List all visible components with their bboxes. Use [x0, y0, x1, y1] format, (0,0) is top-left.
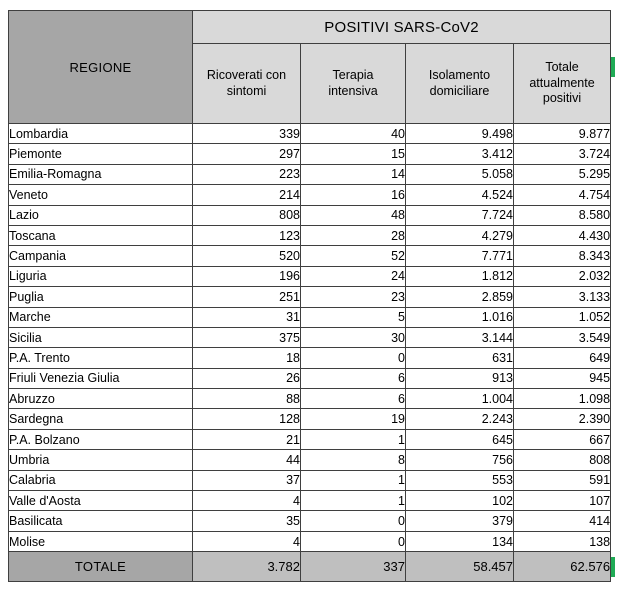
table-row — [9, 450, 615, 470]
row-right-spacer — [611, 185, 615, 205]
table-row — [9, 429, 615, 449]
cell-isolamento: 2.243 — [406, 409, 514, 429]
cell-totale: 1.098 — [514, 389, 611, 409]
cell-ricoverati: 21 — [193, 429, 301, 449]
cell-isolamento: 5.058 — [406, 164, 514, 184]
cell-region-name: Valle d'Aosta — [9, 491, 193, 511]
cell-region-name: P.A. Trento — [9, 348, 193, 368]
header-line-2: intensiva — [328, 83, 378, 98]
cell-terapia: 1 — [301, 491, 406, 511]
cell-isolamento: 645 — [406, 429, 514, 449]
row-right-spacer — [611, 266, 615, 286]
cell-region-name: Campania — [9, 246, 193, 266]
cell-isolamento: 9.498 — [406, 124, 514, 144]
table-row — [9, 368, 615, 388]
table-header — [9, 11, 615, 124]
green-accent-total — [611, 552, 615, 582]
row-right-spacer — [611, 368, 615, 388]
table-footer — [9, 552, 615, 582]
cell-region-name: Lazio — [9, 205, 193, 225]
cell-region-name: Friuli Venezia Giulia — [9, 368, 193, 388]
cell-totale: 3.549 — [514, 327, 611, 347]
cell-terapia: 19 — [301, 409, 406, 429]
cell-totale: 107 — [514, 491, 611, 511]
cell-region-name: Marche — [9, 307, 193, 327]
row-right-spacer — [611, 348, 615, 368]
cell-region-name: Basilicata — [9, 511, 193, 531]
cell-totale: 8.580 — [514, 205, 611, 225]
total-label: TOTALE — [9, 552, 193, 582]
cell-totale: 9.877 — [514, 124, 611, 144]
cell-region-name: Lombardia — [9, 124, 193, 144]
table-row — [9, 144, 615, 164]
header-line-1: Isolamento — [428, 67, 491, 82]
table-row — [9, 348, 615, 368]
cell-totale: 591 — [514, 470, 611, 490]
cell-ricoverati: 128 — [193, 409, 301, 429]
cell-ricoverati: 297 — [193, 144, 301, 164]
cell-terapia: 52 — [301, 246, 406, 266]
column-header-terapia-intensiva — [301, 44, 406, 124]
cell-isolamento: 379 — [406, 511, 514, 531]
column-header-ricoverati-con-sintomi — [193, 44, 301, 124]
cell-isolamento: 756 — [406, 450, 514, 470]
cell-region-name: Toscana — [9, 225, 193, 245]
row-right-spacer — [611, 246, 615, 266]
row-right-spacer — [611, 225, 615, 245]
table-row — [9, 307, 615, 327]
cell-ricoverati: 251 — [193, 287, 301, 307]
cell-region-name: P.A. Bolzano — [9, 429, 193, 449]
table-row — [9, 225, 615, 245]
column-header-totale-attualmente-positivi — [514, 44, 611, 124]
cell-ricoverati: 4 — [193, 491, 301, 511]
header-row-title — [9, 11, 615, 44]
cell-isolamento: 4.524 — [406, 185, 514, 205]
table-row — [9, 205, 615, 225]
cell-region-name: Sicilia — [9, 327, 193, 347]
row-right-spacer — [611, 511, 615, 531]
table-row — [9, 531, 615, 551]
total-isolamento: 58.457 — [406, 552, 514, 582]
total-totale: 62.576 — [514, 552, 611, 582]
cell-totale: 667 — [514, 429, 611, 449]
cell-totale: 4.754 — [514, 185, 611, 205]
header-line-2: sintomi — [226, 83, 267, 98]
table-row — [9, 246, 615, 266]
total-ricoverati: 3.782 — [193, 552, 301, 582]
cell-terapia: 8 — [301, 450, 406, 470]
table-row — [9, 470, 615, 490]
cell-totale: 3.133 — [514, 287, 611, 307]
cell-terapia: 14 — [301, 164, 406, 184]
cell-terapia: 16 — [301, 185, 406, 205]
cell-terapia: 1 — [301, 429, 406, 449]
cell-ricoverati: 4 — [193, 531, 301, 551]
table-row — [9, 409, 615, 429]
cell-isolamento: 1.004 — [406, 389, 514, 409]
cell-totale: 945 — [514, 368, 611, 388]
cell-isolamento: 4.279 — [406, 225, 514, 245]
row-right-spacer — [611, 531, 615, 551]
cell-totale: 5.295 — [514, 164, 611, 184]
cell-totale: 649 — [514, 348, 611, 368]
cell-terapia: 1 — [301, 470, 406, 490]
column-header-isolamento-domiciliare — [406, 44, 514, 124]
cell-ricoverati: 123 — [193, 225, 301, 245]
cell-isolamento: 1.812 — [406, 266, 514, 286]
cell-terapia: 24 — [301, 266, 406, 286]
cell-terapia: 48 — [301, 205, 406, 225]
cell-totale: 8.343 — [514, 246, 611, 266]
cell-ricoverati: 31 — [193, 307, 301, 327]
cell-ricoverati: 35 — [193, 511, 301, 531]
cell-totale: 414 — [514, 511, 611, 531]
cell-ricoverati: 18 — [193, 348, 301, 368]
header-line-1: Totale — [545, 60, 579, 75]
cell-isolamento: 2.859 — [406, 287, 514, 307]
header-line-1: Ricoverati con — [206, 67, 287, 82]
row-right-spacer — [611, 450, 615, 470]
cell-ricoverati: 44 — [193, 450, 301, 470]
cell-isolamento: 631 — [406, 348, 514, 368]
cell-isolamento: 7.724 — [406, 205, 514, 225]
header-line-1: Terapia — [332, 67, 374, 82]
cell-isolamento: 3.412 — [406, 144, 514, 164]
cell-ricoverati: 520 — [193, 246, 301, 266]
row-right-spacer — [611, 327, 615, 347]
cell-totale: 3.724 — [514, 144, 611, 164]
column-header-regione: REGIONE — [9, 11, 193, 124]
cell-region-name: Puglia — [9, 287, 193, 307]
cell-terapia: 0 — [301, 348, 406, 368]
cell-region-name: Liguria — [9, 266, 193, 286]
table-row-total — [9, 552, 615, 582]
row-right-spacer — [611, 429, 615, 449]
cell-region-name: Emilia-Romagna — [9, 164, 193, 184]
row-right-spacer — [611, 205, 615, 225]
cell-terapia: 40 — [301, 124, 406, 144]
cell-ricoverati: 808 — [193, 205, 301, 225]
table-row — [9, 491, 615, 511]
cell-ricoverati: 223 — [193, 164, 301, 184]
cell-ricoverati: 375 — [193, 327, 301, 347]
header-line-3: positivi — [542, 91, 582, 106]
cell-region-name: Veneto — [9, 185, 193, 205]
cell-ricoverati: 26 — [193, 368, 301, 388]
table-row — [9, 511, 615, 531]
cell-terapia: 0 — [301, 511, 406, 531]
row-right-spacer — [611, 124, 615, 144]
cell-region-name: Umbria — [9, 450, 193, 470]
cell-ricoverati: 88 — [193, 389, 301, 409]
cell-region-name: Piemonte — [9, 144, 193, 164]
row-right-spacer — [611, 470, 615, 490]
table-row — [9, 389, 615, 409]
green-bar — [611, 57, 615, 77]
cell-region-name: Sardegna — [9, 409, 193, 429]
cell-ricoverati: 214 — [193, 185, 301, 205]
cell-isolamento: 1.016 — [406, 307, 514, 327]
cell-terapia: 6 — [301, 389, 406, 409]
row-right-spacer — [611, 491, 615, 511]
cell-ricoverati: 339 — [193, 124, 301, 144]
header-line-2: domiciliare — [429, 83, 490, 98]
cell-totale: 2.032 — [514, 266, 611, 286]
cell-ricoverati: 196 — [193, 266, 301, 286]
cell-region-name: Calabria — [9, 470, 193, 490]
table-row — [9, 185, 615, 205]
row-right-spacer — [611, 287, 615, 307]
cell-totale: 138 — [514, 531, 611, 551]
row-right-spacer — [611, 409, 615, 429]
row-right-spacer — [611, 144, 615, 164]
cell-totale: 1.052 — [514, 307, 611, 327]
cell-ricoverati: 37 — [193, 470, 301, 490]
cell-isolamento: 553 — [406, 470, 514, 490]
cell-terapia: 28 — [301, 225, 406, 245]
positivi-sars-cov2-table — [8, 10, 615, 582]
green-accent-header — [611, 11, 615, 124]
cell-isolamento: 3.144 — [406, 327, 514, 347]
header-line-2: attualmente — [529, 75, 595, 90]
cell-terapia: 5 — [301, 307, 406, 327]
table-row — [9, 287, 615, 307]
table-title: POSITIVI SARS-CoV2 — [193, 11, 611, 44]
row-right-spacer — [611, 307, 615, 327]
cell-isolamento: 102 — [406, 491, 514, 511]
table-row — [9, 124, 615, 144]
row-right-spacer — [611, 389, 615, 409]
cell-terapia: 15 — [301, 144, 406, 164]
cell-terapia: 30 — [301, 327, 406, 347]
total-terapia: 337 — [301, 552, 406, 582]
cell-terapia: 6 — [301, 368, 406, 388]
table-row — [9, 327, 615, 347]
cell-totale: 2.390 — [514, 409, 611, 429]
table-body — [9, 124, 615, 552]
green-bar — [611, 557, 615, 577]
cell-totale: 808 — [514, 450, 611, 470]
cell-isolamento: 7.771 — [406, 246, 514, 266]
row-right-spacer — [611, 164, 615, 184]
cell-terapia: 23 — [301, 287, 406, 307]
table-row — [9, 164, 615, 184]
positivi-table-container — [8, 10, 614, 582]
table-row — [9, 266, 615, 286]
cell-region-name: Molise — [9, 531, 193, 551]
cell-totale: 4.430 — [514, 225, 611, 245]
cell-isolamento: 913 — [406, 368, 514, 388]
cell-isolamento: 134 — [406, 531, 514, 551]
cell-terapia: 0 — [301, 531, 406, 551]
cell-region-name: Abruzzo — [9, 389, 193, 409]
